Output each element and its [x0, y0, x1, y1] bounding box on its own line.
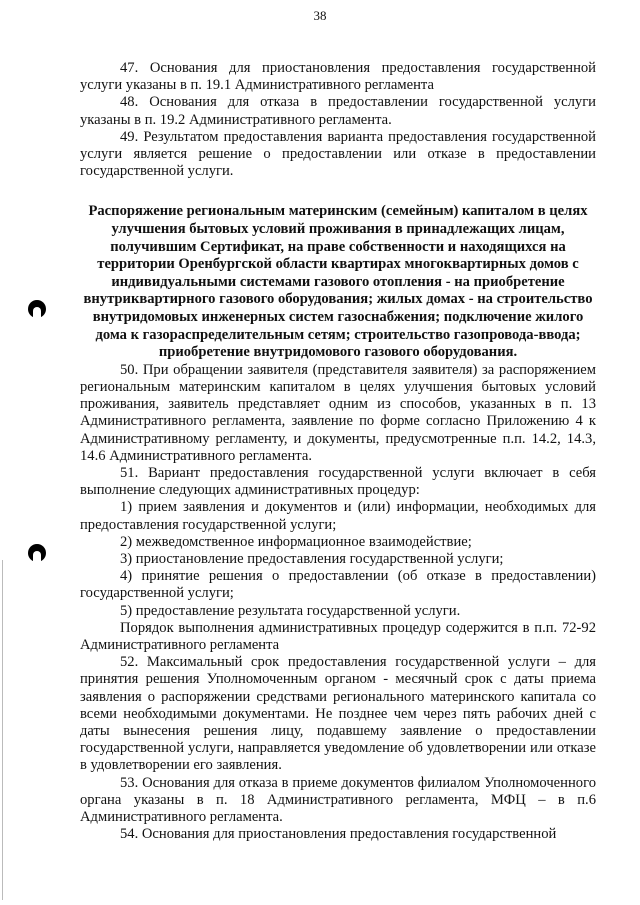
paragraph-48: 48. Основания для отказа в предоставлении государственной услуги указаны в п. 19.2 Административного регламента.: [80, 94, 596, 128]
paragraph-52: 52. Максимальный срок предоставления государственной услуги – для принятия решения Уполномоченным органом - месячный срок с даты приема заявления о распоряжении средствами регионального материнского капитала со всеми необходимыми документами. Не позднее чем через пять рабочих дней с даты вынесения решения лицу, подавшему заявление о предоставлении государственной услуги, направляется уведомление об удовлетворении или отказе в удовлетворении его заявления.: [80, 654, 596, 774]
list-item-4: 4) принятие решения о предоставлении (об отказе в предоставлении) государственной услуги;: [80, 568, 596, 602]
scan-edge: [2, 560, 3, 900]
list-item-5: 5) предоставление результата государственной услуги.: [120, 602, 461, 619]
document-body: [80, 60, 596, 843]
procedure-order: Порядок выполнения административных процедур содержится в п.п. 72-92 Административного регламента: [80, 619, 596, 654]
paragraph-49: 49. Результатом предоставления варианта предоставления государственной услуги является решение о предоставлении или отказе в предоставлении государственной услуги.: [80, 128, 596, 180]
list-item-2: 2) межведомственное информационное взаимодействие;: [120, 533, 472, 550]
list-item-3: 3) приостановление предоставления государственной услуги;: [120, 551, 504, 567]
paragraph-51: 51. Вариант предоставления государственной услуги включает в себя выполнение следующих административных процедур:: [80, 464, 596, 499]
paragraph-54: 54. Основания для приостановления предоставления государственной: [120, 826, 557, 843]
punch-hole-icon: [28, 544, 46, 562]
page-number: 38: [313, 8, 327, 23]
paragraph-50: 50. При обращении заявителя (представителя заявителя) за распоряжением региональным материнским капиталом в целях улучшения бытовых условий проживания, заявитель представляет одним из способов, указанных в п. 13 Административного регламента, заявление по форме согласно Приложению 4 к Административному регламенту, и документы, предусмотренные п.п. 14.2, 14.3, 14.6 Административного регламента.: [80, 361, 596, 464]
section-heading: Распоряжение региональным материнским (семейным) капиталом в целях улучшения бытовых условий проживания в принадлежащих лицам, получившим Сертификат, на праве собственности и находящихся на территории Оренбургской области квартирах многоквартирных домов с индивидуальными системами газового отопления - на приобретение внутриквартирного газового оборудования; жилых домах - на строительство внутридомовых инженерных систем газоснабжения; подключение жилого дома к газораспределительным сетям; строительство газопровода-ввода; приобретение внутридомового газового оборудования.: [83, 203, 593, 361]
paragraph-47: 47. Основания для приостановления предоставления государственной услуги указаны в п. 19.1 Административного регламента: [80, 60, 596, 94]
punch-hole-icon: [28, 300, 46, 318]
list-item-1: 1) прием заявления и документов и (или) информации, необходимых для предоставления государственной услуги;: [80, 499, 596, 533]
paragraph-53: 53. Основания для отказа в приеме документов филиалом Уполномоченного органа указаны в п. 18 Административного регламента, МФЦ – в п.6 Административного регламента.: [80, 774, 596, 826]
